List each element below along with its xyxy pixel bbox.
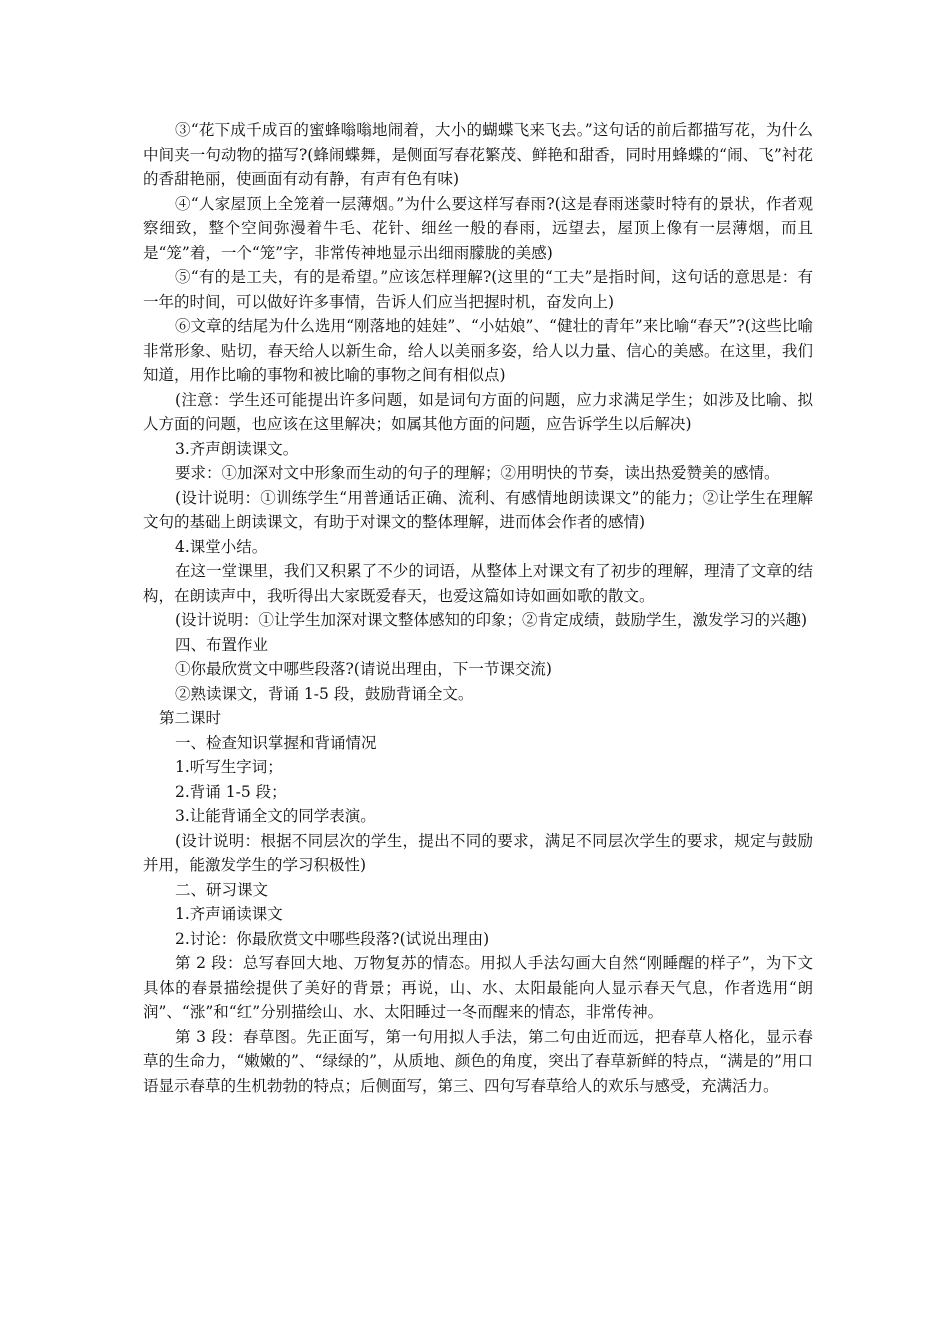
paragraph: ④“人家屋顶上全笼着一层薄烟。”为什么要这样写春雨?(这是春雨迷蒙时特有的景状，作者观察细致，整个空间弥漫着牛毛、花针、细丝一般的春雨，远望去，屋顶上像有一层薄烟，而且是“笼”着，一个“笼”字，非常传神地显示出细雨朦胧的美感) xyxy=(143,194,813,262)
paragraph: 2.背诵 1-5 段； xyxy=(175,782,287,801)
paragraph: ①你最欣赏文中哪些段落?(请说出理由，下一节课交流) xyxy=(175,660,552,678)
paragraph: (设计说明：①训练学生“用普通话正确、流利、有感情地朗读课文”的能力；②让学生在理解文句的基础上朗读课文，有助于对课文的整体理解，进而体会作者的感情) xyxy=(143,488,813,531)
paragraph: 要求：①加深对文中形象而生动的句子的理解；②用明快的节奏，读出热爱赞美的感情。 xyxy=(175,464,780,482)
paragraph: 4.课堂小结。 xyxy=(175,537,268,556)
paragraph: ②熟读课文，背诵 1-5 段，鼓励背诵全文。 xyxy=(175,684,474,703)
paragraph: ⑥文章的结尾为什么选用“刚落地的娃娃”、“小姑娘”、“健壮的青年”来比喻“春天”?(这些比喻非常形象、贴切，春天给人以新生命，给人以美丽多姿，给人以力量、信心的美感。在这里，我们知道，用作比喻的事物和被比喻的事物之间有相似点) xyxy=(143,317,813,384)
section-heading: 一、检查知识掌握和背诵情况 xyxy=(175,733,377,752)
paragraph: 第 2 段：总写春回大地、万物复苏的情态。用拟人手法勾画大自然“刚睡醒的样子”，为下文具体的春景描绘提供了美好的背景；再说，山、水、太阳最能向人显示春天气息，作者选用“朗润”、“涨”和“红”分别描绘山、水、太阳睡过一冬而醒来的情态，非常传神。 xyxy=(143,954,813,1021)
paragraph: 2.讨论：你最欣赏文中哪些段落?(试说出理由) xyxy=(175,929,490,948)
paragraph: (注意：学生还可能提出许多问题，如是词句方面的问题，应力求满足学生；如涉及比喻、拟人方面的问题，也应该在这里解决；如属其他方面的问题，应告诉学生以后解决) xyxy=(143,390,813,433)
paragraph: 3.齐声朗读课文。 xyxy=(175,439,299,458)
paragraph: (设计说明：根据不同层次的学生，提出不同的要求，满足不同层次学生的要求，规定与鼓励并用，能激发学生的学习积极性) xyxy=(143,831,813,874)
section-heading: 二、研习课文 xyxy=(175,880,269,899)
paragraph: 3.让能背诵全文的同学表演。 xyxy=(175,807,376,825)
paragraph: ⑤“有的是工夫，有的是希望。”应该怎样理解?(这里的“工夫”是指时间，这句话的意思是：有一年的时间，可以做好许多事情，告诉人们应当把握时机，奋发向上) xyxy=(143,268,813,311)
paragraph: (设计说明：①让学生加深对课文整体感知的印象；②肯定成绩，鼓励学生，激发学习的兴趣) xyxy=(175,611,808,629)
section-heading: 四、布置作业 xyxy=(175,635,269,654)
lesson-heading: 第二课时 xyxy=(159,709,222,727)
paragraph: 1.听写生字词； xyxy=(175,758,283,776)
paragraph: 1.齐声诵读课文 xyxy=(175,905,283,923)
paragraph: 在这一堂课里，我们又积累了不少的词语，从整体上对课文有了初步的理解，理清了文章的结构，在朗读声中，我听得出大家既爱春天，也爱这篇如诗如画如歌的散文。 xyxy=(143,562,813,605)
paragraph: ③“花下成千成百的蜜蜂嗡嗡地闹着，大小的蝴蝶飞来飞去。”这句话的前后都描写花，为什么中间夹一句动物的描写?(蜂闹蝶舞，是侧面写春花繁茂、鲜艳和甜香，同时用蜂蝶的“闹、飞”衬花的香甜艳丽，使画面有动有静，有声有色有味) xyxy=(143,121,813,188)
document-body xyxy=(143,118,813,1098)
paragraph: 第 3 段：春草图。先正面写，第一句用拟人手法，第二句由近而远，把春草人格化，显示春草的生命力，“嫩嫩的”、“绿绿的”，从质地、颜色的角度，突出了春草新鲜的特点，“满是的”用口语显示春草的生机勃勃的特点；后侧面写，第三、四句写春草给人的欢乐与感受，充满活力。 xyxy=(143,1027,813,1095)
